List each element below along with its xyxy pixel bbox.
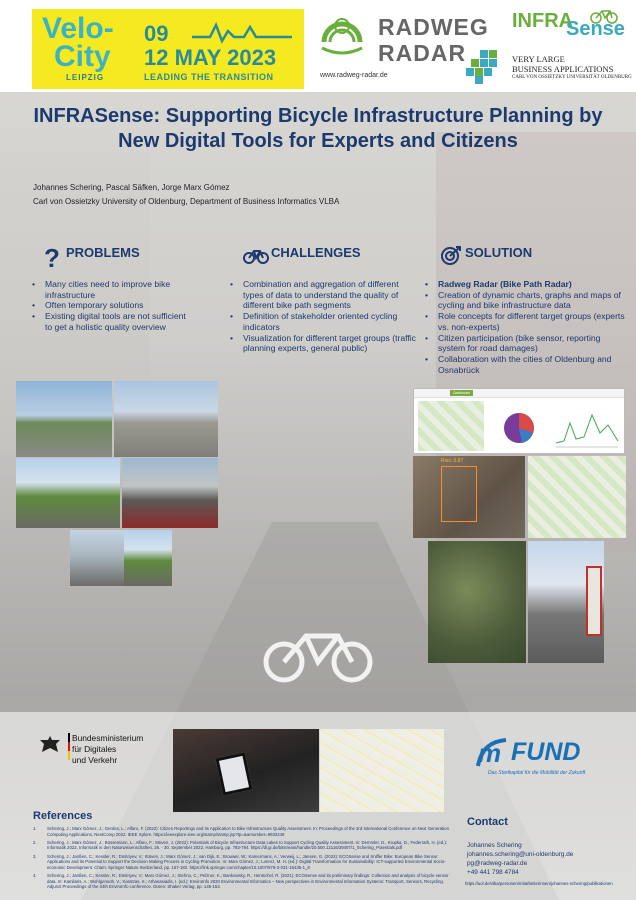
dashboard-map xyxy=(418,401,484,451)
target-icon xyxy=(440,245,462,265)
vlba-logo-icon xyxy=(466,50,506,84)
infrasense-bike-icon xyxy=(590,8,618,24)
solution-heading: SOLUTION xyxy=(465,245,533,260)
radweg-radar-dashboard-screenshot xyxy=(413,388,625,454)
authors: Johannes Schering, Pascal Säfken, Jorge Marx Gómez xyxy=(33,183,230,192)
radweg-radar-bike-icon xyxy=(318,12,366,60)
photo-bike-path-2 xyxy=(114,381,218,457)
dashboard-pie-chart xyxy=(502,411,536,445)
references-heading: References xyxy=(33,810,93,822)
list-item: • Collaboration with the cities of Oldenburg and Osnabrück xyxy=(425,354,625,375)
mfund-tagline: Das Startkapital für die Mobilität der Zukunft xyxy=(488,770,586,776)
german-eagle-icon xyxy=(38,734,62,758)
contact-heading: Contact xyxy=(467,816,508,828)
reference-item: 3. Schering, J.; Janßen, C.; Kessler, R.; Dmitriyev, V.; Stüven, J.; Marx Gómez, J.; van Dijk, E.; Brouwer, W.; Kamermans, A.; Verweij, L.; Jansen, G. (2022): ECOSense and Sniffer Bike: European Bike Sensor Applications and its Potential to Support the Decision Making Process in Cycling Promotion. In: Marx Gómez, J.; Lorenz, M. H. (ed.): Digital Transformation for Sustainability: ICT-supported Environmental Socio-economic Development. Cham: Springer Nature Switzerland, pp. 157-182. https://link.springer.com/chapter/10.1007/978-3-031-15435-1_8 xyxy=(33,853,446,870)
sensor-screen xyxy=(215,752,252,795)
radweg-radar-title-line2: RADAR xyxy=(378,40,467,66)
list-item: • Often temporary solutions xyxy=(32,300,192,311)
poster-header xyxy=(0,0,636,92)
bicycle-icon xyxy=(243,248,269,264)
contact-url-link[interactable]: https://uol.de/vlba/personen/mitarbeiterinnen/johannes-schering/publikationen xyxy=(465,881,613,886)
velo-city-location: LEIPZIG xyxy=(66,73,105,82)
bmdv-name-line2: für Digitales xyxy=(72,744,117,754)
challenges-list xyxy=(230,279,418,354)
list-item: • Many cities need to improve bike infrastructure xyxy=(32,279,192,300)
dashboard-tab: Dashboard xyxy=(450,390,473,396)
photo-truck-on-bike-lane xyxy=(122,458,218,528)
poster-title: INFRASense: Supporting Bicycle Infrastructure Planning by New Digital Tools for Experts and Citizens xyxy=(33,105,603,152)
references-list xyxy=(33,826,453,892)
velo-city-word-line2: City xyxy=(54,40,111,73)
vlba-name-line2: BUSINESS APPLICATIONS xyxy=(512,64,614,74)
velo-city-date-line1: 09 xyxy=(144,21,169,46)
list-item: • Citizen participation (bike sensor, reporting system for road damages) xyxy=(425,333,625,354)
bmdv-name-line1: Bundesministerium xyxy=(72,733,144,743)
photo-road-crack xyxy=(413,456,525,538)
flag-stripe-black xyxy=(68,733,70,742)
radweg-radar-url: www.radweg-radar.de xyxy=(320,72,388,79)
photo-bike-path-5 xyxy=(124,530,172,586)
photo-bike-sensor-device xyxy=(173,729,319,812)
photo-aerial-map xyxy=(428,541,526,663)
challenges-heading: CHALLENGES xyxy=(271,245,361,260)
reference-item: 1. Schering, J.; Marx Gómez, J.; Gerdes, L.; Alfaro, F. (2022): Citizen Reportings and its Application to Bike Infrastructure Quality Assessment. In: Proceedings of the 3rd International Conference on Next Generation Computing Applications, NextComp 2022. IEEE Xplore. https://ieeexplore.ieee.org/stamp/stamp.jsp?tp=&arnumber=9932249 xyxy=(33,826,449,837)
vlba-name-line1: VERY LARGE xyxy=(512,54,565,64)
list-item: • Role concepts for different target groups (experts vs. non-experts) xyxy=(425,311,625,332)
contact-email-2[interactable]: pg@radweg-radar.de xyxy=(467,860,528,867)
velo-city-word-line1: Velo- xyxy=(42,12,114,45)
radweg-radar-title-line1: RADWEG xyxy=(378,14,489,40)
flag-stripe-gold xyxy=(68,751,70,760)
contact-phone: +49 441 798 4784 xyxy=(467,869,519,876)
crack-detection-box xyxy=(441,466,477,522)
photo-map-oldenburg xyxy=(528,456,626,538)
contact-email-1[interactable]: johannes.schering@uni-oldenburg.de xyxy=(467,851,574,858)
velo-city-logo xyxy=(32,9,304,89)
list-item: • Existing digital tools are not sufficient to get a holistic quality overview xyxy=(32,311,192,332)
list-item: • Visualization for different target groups (traffic planning experts, general public) xyxy=(230,333,418,354)
dashboard-line-chart xyxy=(554,403,620,449)
velo-city-tagline: LEADING THE TRANSITION xyxy=(144,72,274,82)
bike-lane-symbol-icon xyxy=(258,624,378,684)
photo-bike-path-3 xyxy=(16,458,120,528)
photo-bike-path-1 xyxy=(16,381,112,457)
bmdv-name-line3: und Verkehr xyxy=(72,755,118,765)
pulse-line-icon xyxy=(192,21,292,45)
vlba-name-line3: CARL VON OSSIETZKY UNIVERSITÄT OLDENBURG xyxy=(512,75,632,80)
velo-city-date-line2: 12 MAY 2023 xyxy=(144,45,277,70)
crack-label: Riss: 0.87 xyxy=(441,458,464,464)
problems-list xyxy=(32,279,192,333)
flag-stripe-red xyxy=(68,742,70,751)
list-item: • Definition of stakeholder oriented cycling indicators xyxy=(230,311,418,332)
list-item: • Radweg Radar (Bike Path Radar) xyxy=(425,279,625,290)
infrasense-logo-part2: Sense xyxy=(566,18,625,40)
list-item: • Creation of dynamic charts, graphs and maps of cycling and bike infrastructure data xyxy=(425,290,625,311)
infrasense-logo-part1: INFRA xyxy=(512,10,574,32)
contact-name: Johannes Schering xyxy=(467,842,522,849)
question-mark-icon: ? xyxy=(44,243,60,273)
reference-item: 2. Schering, J.; Marx Gómez, J.; Büssemann, L.; Alfaro, F.; Stüven, J. (2022): Potentials of Bicycle Infrastructure Data Lakes to Support Cycling Quality Assessment. In: Demmler, D., Krupka, D., Federrath, H. (ed.): Informatik 2022, Informatik in den Naturwissenschaften, 26. - 30. September 2022, Hamburg, pp. 783-794. https://dl.gi.de/bitstream/handle/20.500.12116/39407/1_Schering_Potentials.pdf xyxy=(33,839,448,851)
dashboard-menu-bar xyxy=(414,389,624,398)
mfund-logo-word: FUND xyxy=(511,738,581,766)
affiliation: Carl von Ossietzky University of Oldenburg, Department of Business Informatics VLBA xyxy=(33,197,340,206)
reference-item: 4. Schering, J.; Janßen, C.; Kessler, R.; Dmitriyev, V.; Marx Gómez, J.; Stehno, C.; Pelzner, K.; Bankowsky, R.; Hentschel, R. (2021): ECOSense and its preliminary findings: Collection and analysis of bicycle sensor data. In: Kamilaris, A.; Wohlgemuth, V.; Karatzas, K.; Athanasiadis, I. (ed.): EnviroInfo 2020 Environmental Informatics – New perspectives in Environmental Information Systems: Transport, Sensors, Recycling. Adjunct Proceedings of the 34th EnviroInfo conference. Düren: Shaker Verlag, pp. 145-153. xyxy=(33,872,449,890)
bike-sensor-display xyxy=(586,566,602,636)
mfund-logo-prefix: m xyxy=(478,738,502,768)
photo-street-map xyxy=(320,729,444,812)
problems-heading: PROBLEMS xyxy=(66,245,140,260)
list-item: • Combination and aggregation of different types of data to understand the quality of different bike path segments xyxy=(230,279,418,311)
solution-list xyxy=(425,279,625,375)
